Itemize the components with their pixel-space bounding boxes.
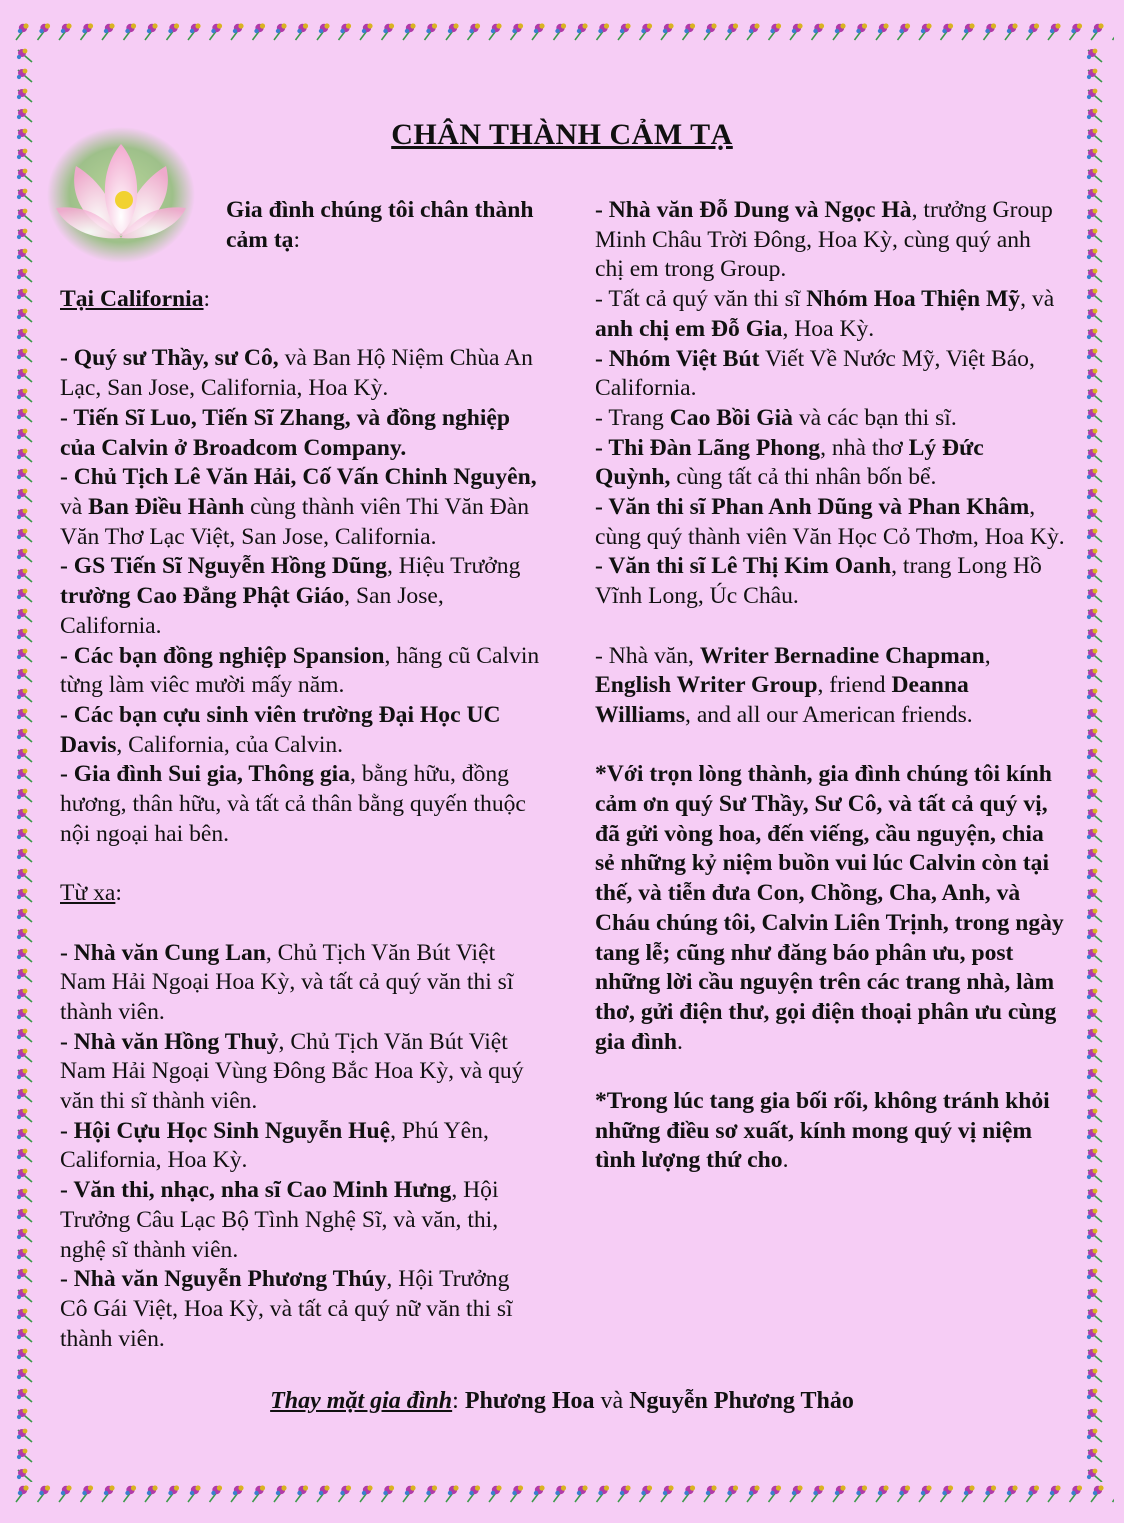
list-item: - Văn thi sĩ Lê Thị Kim Oanh, trang Long Hồ Vĩnh Long, Úc Châu.: [595, 553, 1042, 610]
list-item: - Các bạn đồng nghiệp Spansion, hãng cũ Calvin từng làm viêc mười mấy năm.: [60, 642, 540, 699]
list-item: - Nhà văn Hồng Thuỷ, Chủ Tịch Văn Bút Việt Nam Hải Ngoại Vùng Đông Bắc Hoa Kỳ, và quý văn thi sĩ thành viên.: [60, 1028, 524, 1115]
apology-paragraph: *Trong lúc tang gia bối rối, không tránh khỏi những điều sơ xuất, kính mong quý vị niệm tình lượng thứ cho.: [595, 1088, 1050, 1174]
list-item: - Trang Cao Bồi Già và các bạn thi sĩ.: [595, 404, 957, 431]
right-column: [595, 196, 1065, 1176]
signature-line: Thay mặt gia đình: Phương Hoa và Nguyễn Phương Thảo: [270, 1388, 854, 1414]
flower-border-top: [10, 16, 1114, 50]
list-item: - Quý sư Thầy, sư Cô, và Ban Hộ Niệm Chùa An Lạc, San Jose, California, Hoa Kỳ.: [60, 345, 533, 402]
list-item: - Văn thi, nhạc, nha sĩ Cao Minh Hưng, Hội Trưởng Câu Lạc Bộ Tình Nghệ Sĩ, và văn, thi, nghệ sĩ thành viên.: [60, 1177, 499, 1263]
list-item: - Văn thi sĩ Phan Anh Dũng và Phan Khâm, cùng quý thành viên Văn Học Cỏ Thơm, Hoa Kỳ.: [595, 494, 1065, 550]
list-item: - Nhà văn Cung Lan, Chủ Tịch Văn Bút Việt Nam Hải Ngoại Hoa Kỳ, và tất cả quý văn thi sĩ thành viên.: [60, 939, 514, 1025]
list-item: - Thi Đàn Lãng Phong, nhà thơ Lý Đức Quỳnh, cùng tất cả thi nhân bốn bể.: [595, 434, 984, 491]
gratitude-paragraph: *Với trọn lòng thành, gia đình chúng tôi kính cảm ơn quý Sư Thầy, Sư Cô, và tất cả quý vị, đã gửi vòng hoa, đến viếng, cầu nguyện, chia sẻ những kỷ niệm buồn vui lúc Calvin còn tại thế, và tiễn đưa Con, Chồng, Cha, Anh, và Cháu chúng tôi, Calvin Liên Trịnh, trong ngày tang lễ; cũng như đăng báo phân ưu, post những lời cầu nguyện trên các trang nhà, làm thơ, gửi điện thư, gọi điện thoại phân ưu cùng gia đình.: [595, 761, 1064, 1055]
signer-name: Nguyễn Phương Thảo: [629, 1388, 854, 1414]
list-item: - GS Tiến Sĩ Nguyễn Hồng Dũng, Hiệu Trưởng trường Cao Đẳng Phật Giáo, San Jose, California.: [60, 553, 521, 639]
flower-border-right: [1080, 46, 1114, 1482]
list-item: - Các bạn cựu sinh viên trường Đại Học UC Davis, California, của Calvin.: [60, 701, 501, 758]
list-item: - Nhà văn Đỗ Dung và Ngọc Hà, trưởng Group Minh Châu Trời Đông, Hoa Kỳ, cùng quý anh chị em trong Group.: [595, 197, 1053, 283]
left-column: [60, 196, 540, 1354]
list-item: - Tiến Sĩ Luo, Tiến Sĩ Zhang, và đồng nghiệp của Calvin ở Broadcom Company.: [60, 404, 511, 461]
signature-label: Thay mặt gia đình: [270, 1388, 453, 1414]
list-item: - Chủ Tịch Lê Văn Hải, Cố Vấn Chinh Nguyên, và Ban Điều Hành cùng thành viên Thi Văn Đàn Văn Thơ Lạc Việt, San Jose, California.: [60, 464, 537, 550]
list-item: - Gia đình Sui gia, Thông gia, bằng hữu, đồng hương, thân hữu, và tất cả thân bằng quyến thuộc nội ngoại hai bên.: [60, 761, 526, 847]
american-friends: - Nhà văn, Writer Bernadine Chapman, English Writer Group, friend Deanna Williams, and all our American friends.: [595, 642, 991, 728]
signer-name: Phương Hoa: [464, 1388, 595, 1414]
section-heading-from-afar: Từ xa:: [60, 880, 122, 907]
flower-border-bottom: [10, 1478, 1114, 1512]
flower-border-left: [10, 46, 44, 1482]
list-item: - Tất cả quý văn thi sĩ Nhóm Hoa Thiện Mỹ, và anh chị em Đỗ Gia, Hoa Kỳ.: [595, 286, 1055, 342]
list-item: - Nhà văn Nguyễn Phương Thúy, Hội Trưởng Cô Gái Việt, Hoa Kỳ, và tất cả quý nữ văn thi sĩ thành viên.: [60, 1266, 513, 1352]
section-heading-california: Tại California:: [60, 286, 211, 313]
list-item: - Nhóm Việt Bút Viết Về Nước Mỹ, Việt Báo, California.: [595, 345, 1035, 402]
intro-text: Gia đình chúng tôi chân thành cảm tạ:: [226, 197, 534, 253]
page-title: CHÂN THÀNH CẢM TẠ: [391, 118, 733, 151]
list-item: - Hội Cựu Học Sinh Nguyễn Huệ, Phú Yên, California, Hoa Kỳ.: [60, 1117, 489, 1174]
